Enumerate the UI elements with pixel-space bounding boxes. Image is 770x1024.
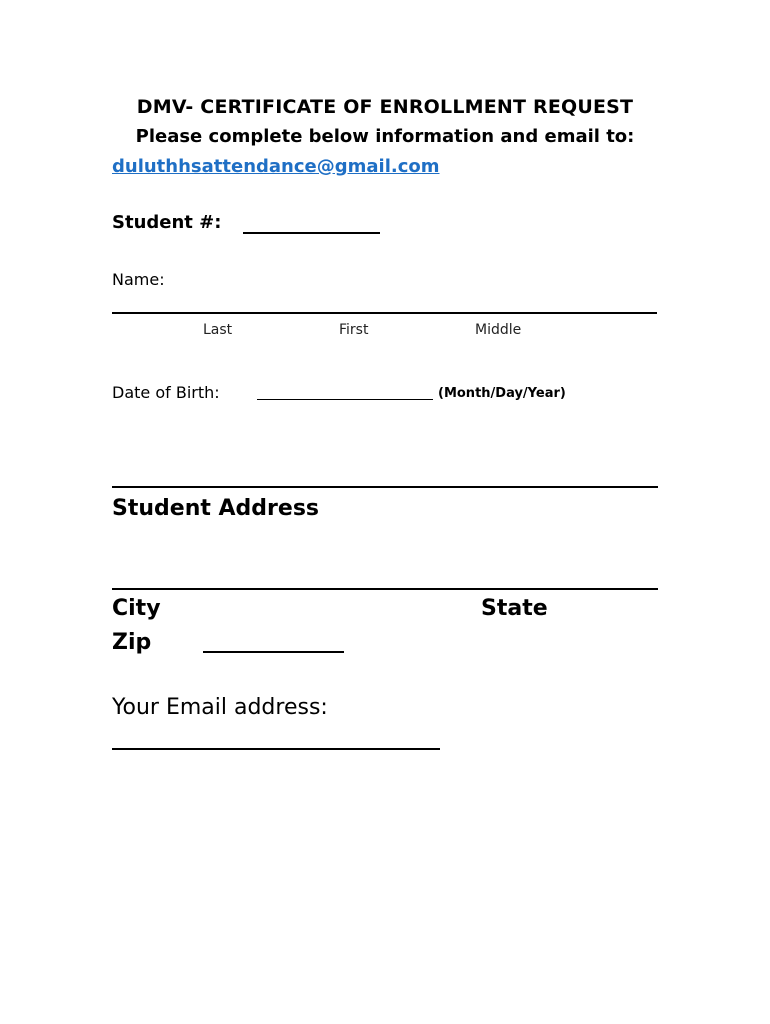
state-label: State [481, 596, 548, 621]
student-number-label: Student #: [112, 212, 222, 233]
name-field[interactable] [112, 312, 657, 314]
form-title: DMV- CERTIFICATE OF ENROLLMENT REQUEST [136, 96, 634, 118]
first-name-caption: First [339, 322, 369, 338]
dob-field[interactable] [257, 399, 433, 400]
student-address-label: Student Address [112, 496, 320, 521]
last-name-caption: Last [203, 322, 233, 338]
middle-name-caption: Middle [475, 322, 522, 338]
address-field[interactable] [112, 486, 658, 488]
your-email-label: Your Email address: [112, 695, 328, 720]
student-number-field[interactable] [243, 232, 380, 234]
name-label: Name: [112, 270, 165, 289]
city-state-field[interactable] [112, 588, 658, 590]
zip-label: Zip [112, 630, 152, 655]
city-label: City [112, 596, 161, 621]
zip-field[interactable] [203, 651, 344, 653]
contact-email-link[interactable]: duluthhsattendance@gmail.com [112, 156, 440, 177]
instructions-text: Please complete below information and email to: [135, 126, 635, 147]
dob-label: Date of Birth: [112, 383, 220, 402]
dob-format-hint: (Month/Day/Year) [438, 386, 566, 401]
your-email-field[interactable] [112, 748, 440, 750]
